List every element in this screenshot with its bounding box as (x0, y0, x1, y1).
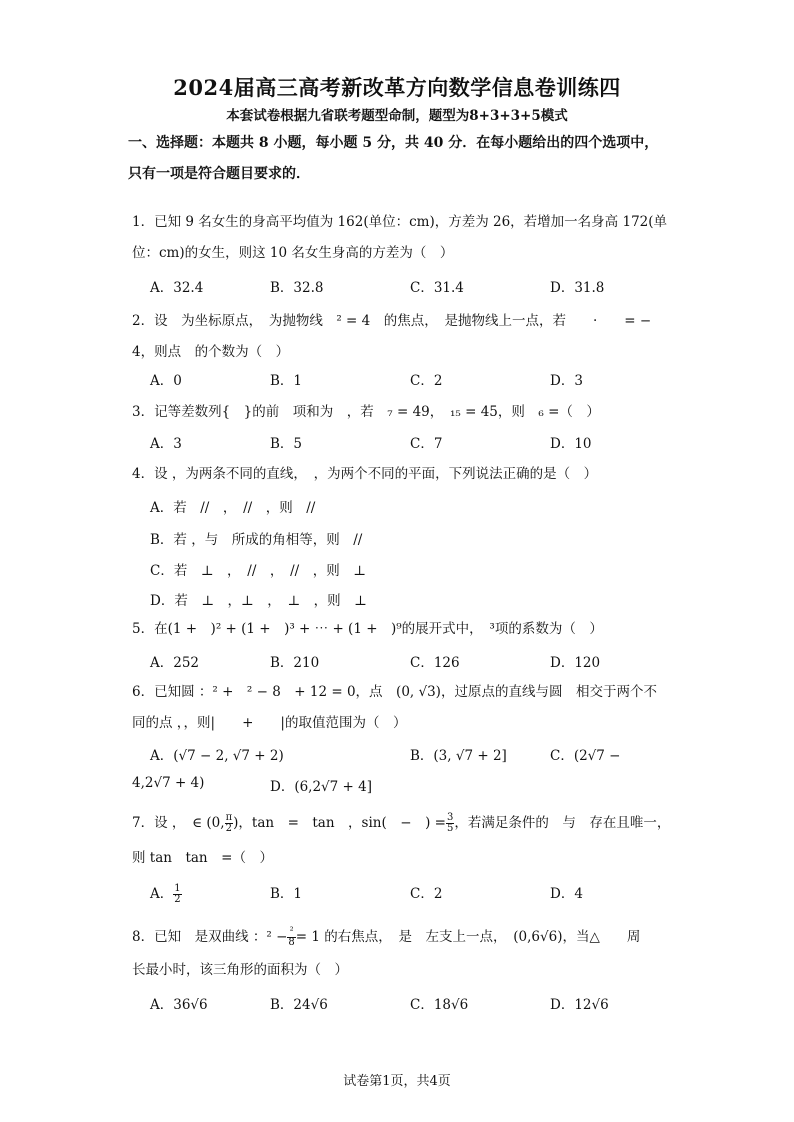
option-a: A．3 (150, 436, 182, 452)
option-a: A．32.4 (150, 280, 204, 296)
option-c-continued: 4,2√7 + 4) (132, 775, 205, 791)
statement-c: C．若 ⊥ ， // ， // ，则 ⊥ (150, 563, 366, 579)
question-5-options (150, 651, 670, 675)
option-c: C．31.4 (410, 280, 464, 296)
option-c: C．18√6 (410, 997, 469, 1013)
question-2: 2．设 为坐标原点， 为抛物线 ² = 4 的焦点， 是抛物线上一点，若 · = − 4，则点 的个数为（ ） (132, 313, 652, 360)
option-b: B．5 (270, 436, 303, 452)
option-d: D．4 (550, 886, 583, 902)
question-7 (132, 808, 671, 839)
question-8-options (150, 993, 670, 1017)
option-b: B．24√6 (270, 997, 328, 1013)
statement-d: D．若 ⊥ ，⊥ ， ⊥ ，则 ⊥ (150, 593, 367, 609)
option-d: D．12√6 (550, 997, 609, 1013)
option-d: D．(6,2√7 + 4] (270, 779, 373, 795)
question-5: 5．在(1 + )² + (1 + )³ + ⋯ + (1 + )⁹的展开式中， ³项的系数为（ ） (132, 621, 603, 637)
exam-subtitle: 本套试卷根据九省联考题型命制，题型为8+3+3+5模式 (226, 108, 568, 124)
question-6: 6．已知圆 ：² + ² − 8 + 12 = 0，点 (0, √3)，过原点的直线与圆 相交于两个不同的点 ，，则| + |的取值范围为（ ） (132, 684, 657, 731)
question-7-text-a: 7．设 ， ∈ (0, (132, 815, 225, 831)
question-2-options (150, 369, 670, 393)
question-8-text-a: 8．已知 是双曲线 ：² − (132, 929, 288, 945)
option-a: A．252 (150, 655, 200, 671)
question-4: 4．设 ，为两条不同的直线， ，为两个不同的平面，下列说法正确的是（ ） (132, 466, 598, 482)
exam-title: 2024届高三高考新改革方向数学信息卷训练四 (173, 75, 621, 100)
option-a: A．0 (150, 373, 182, 389)
fraction-3-over-5: $\frac{3}{5}$ (446, 812, 454, 834)
option-a: A．36√6 (150, 997, 208, 1013)
option-d: D．31.8 (550, 280, 605, 296)
option-a: A．(√7 − 2, √7 + 2) (150, 748, 284, 764)
question-7-text-b: )，tan = tan ，sin( − ) = (233, 815, 446, 831)
question-6-options-line2 (132, 775, 652, 799)
question-7-line2: 则 tan tan =（ ） (132, 850, 273, 866)
option-c: C．126 (410, 655, 460, 671)
statement-a: A．若 // ， // ，则 // (150, 500, 316, 516)
question-7-options (150, 882, 670, 906)
fraction-pi-over-2: $\frac{\pi}{2}$ (225, 812, 233, 834)
option-a: A． $\frac{1}{2}$ (150, 883, 181, 905)
option-c: C．2 (410, 886, 443, 902)
question-8-text-b: = 1 的右焦点， 是 左支上一点， (0,6√6)，当△ 周 (295, 929, 641, 945)
option-b: B．210 (270, 655, 320, 671)
option-b: B．32.8 (270, 280, 324, 296)
section-heading: 一、选择题：本题共 8 小题，每小题 5 分，共 40 分．在每小题给出的四个选项中，只有一项是符合题目要求的． (128, 135, 659, 182)
option-c: C．(2√7 − (550, 748, 621, 764)
page-footer: 试卷第1页，共4页 (343, 1074, 451, 1089)
option-b: B．1 (270, 886, 303, 902)
option-d: D．120 (550, 655, 601, 671)
fraction-y2-over-8: $\frac{\text{²}}{8}$ (288, 926, 295, 948)
option-c: C．7 (410, 436, 443, 452)
question-3: 3．记等差数列{ }的前 项和为 ，若 ₇ = 49， ₁₅ = 45，则 ₆ =（ ） (132, 404, 600, 420)
question-8-line2: 长最小时，该三角形的面积为（ ） (132, 962, 348, 978)
option-c: C．2 (410, 373, 443, 389)
option-b: B．(3, √7 + 2] (410, 748, 507, 764)
question-1-options (150, 276, 670, 300)
question-3-options (150, 432, 670, 456)
option-b: B．1 (270, 373, 303, 389)
question-6-options-line1 (150, 744, 670, 768)
statement-b: B．若 ，与 所成的角相等，则 // (150, 532, 363, 548)
option-d: D．10 (550, 436, 592, 452)
question-7-text-c: ，若满足条件的 与 存在且唯一， (454, 815, 671, 831)
question-1: 1．已知 9 名女生的身高平均值为 162(单位：cm)，方差为 26，若增加一名身高 172(单位：cm)的女生，则这 10 名女生身高的方差为（ ） (132, 214, 668, 261)
option-d: D．3 (550, 373, 583, 389)
question-8 (132, 922, 668, 953)
fraction-1-over-2: $\frac{1}{2}$ (174, 883, 181, 905)
